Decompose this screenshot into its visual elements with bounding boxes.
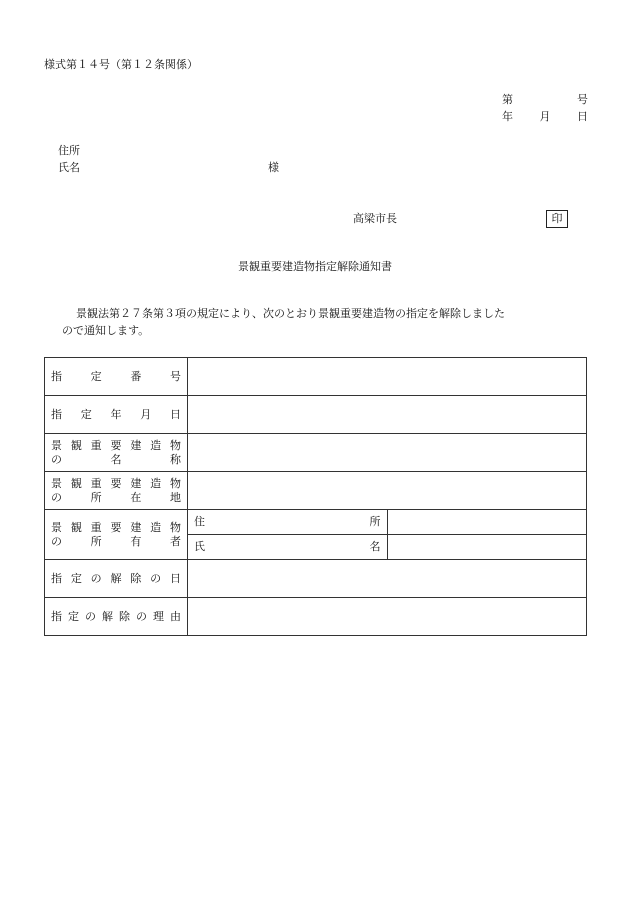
label-char: 号 (169, 369, 181, 383)
label-building-name (45, 434, 188, 472)
table-row-release-date (45, 560, 587, 598)
field-designation-number[interactable] (188, 358, 587, 396)
label-char: 定 (68, 609, 79, 623)
issuer-title: 高梁市長 (353, 212, 397, 225)
label-char: 指 (51, 571, 62, 585)
label-char: 所 (90, 490, 102, 504)
honorific: 様 (268, 161, 279, 174)
label-char: 住 (194, 515, 205, 528)
field-release-date[interactable] (188, 560, 587, 598)
label-char: 定 (70, 571, 82, 585)
label-char: 在 (130, 490, 142, 504)
label-char: の (51, 490, 62, 504)
field-building-location[interactable] (188, 472, 587, 510)
label-char: 有 (130, 534, 142, 548)
label-release-date (45, 560, 188, 598)
label-building-location (45, 472, 188, 510)
notice-table (44, 357, 587, 636)
body-text-line-1: 景観法第２７条第３項の規定により、次のとおり景観重要建造物の指定を解除しました (76, 307, 505, 320)
label-char: 日 (577, 110, 588, 123)
label-char: の (150, 571, 162, 585)
field-owner-address[interactable] (387, 510, 587, 535)
label-char: 月 (539, 110, 551, 123)
label-char: 除 (119, 609, 130, 623)
label-char: 建 (130, 476, 142, 490)
label-char: の (51, 534, 62, 548)
label-char: 建 (130, 438, 142, 452)
label-char: 定 (80, 407, 92, 421)
label-char: 観 (70, 520, 82, 534)
label-char: 日 (170, 407, 181, 421)
label-char: 造 (150, 476, 162, 490)
label-char: 所 (369, 515, 381, 528)
table-row-release-reason (45, 598, 587, 636)
label-char: 物 (169, 520, 181, 534)
label-char: 者 (169, 534, 181, 548)
label-char: 指 (51, 407, 62, 421)
label-char: 観 (70, 438, 82, 452)
label-char: 造 (150, 520, 162, 534)
label-char: 年 (502, 110, 513, 123)
seal-stamp: 印 (546, 210, 568, 228)
label-char: 理 (153, 609, 164, 623)
recipient-name-label: 氏名 (58, 161, 80, 174)
document-title: 景観重要建造物指定解除通知書 (238, 260, 392, 273)
label-char: 重 (90, 520, 102, 534)
label-char: 物 (169, 438, 181, 452)
form-number: 様式第１４号（第１２条関係） (44, 58, 198, 71)
label-char: 造 (150, 438, 162, 452)
label-char: 観 (70, 476, 82, 490)
document-date-line (502, 110, 588, 124)
label-char: 称 (170, 452, 181, 466)
field-designation-date[interactable] (188, 396, 587, 434)
label-char: 指 (51, 609, 62, 623)
label-char: 由 (170, 609, 181, 623)
label-char: 景 (51, 520, 62, 534)
label-char: の (85, 609, 96, 623)
table-row-building-location (45, 472, 587, 510)
table-row-designation-number (45, 358, 587, 396)
label-char: 定 (90, 369, 102, 383)
label-char: 名 (369, 540, 381, 553)
field-building-name[interactable] (188, 434, 587, 472)
label-char: 番 (130, 369, 142, 383)
label-char: 物 (169, 476, 181, 490)
label-char: 日 (169, 571, 181, 585)
label-char: 景 (51, 438, 62, 452)
table-row-owner-address (45, 510, 587, 535)
label-char: の (90, 571, 102, 585)
label-char: 重 (90, 476, 102, 490)
label-char: 景 (51, 476, 62, 490)
label-release-reason (45, 598, 188, 636)
label-char: 建 (130, 520, 142, 534)
label-char: 除 (130, 571, 142, 585)
label-owner-name (188, 535, 388, 560)
table-row-building-name (45, 434, 587, 472)
label-char: 要 (110, 520, 122, 534)
label-designation-date (45, 396, 188, 434)
body-text-line-2: ので通知します。 (62, 324, 150, 337)
label-char: 地 (169, 490, 181, 504)
label-owner-address (188, 510, 388, 535)
recipient-address-label: 住所 (58, 144, 80, 157)
label-char: 名 (110, 452, 122, 466)
label-char: 所 (90, 534, 102, 548)
label-char: 号 (577, 93, 588, 106)
label-char: 年 (110, 407, 122, 421)
label-char: 重 (90, 438, 102, 452)
label-char: 月 (140, 407, 152, 421)
label-char: 氏 (194, 540, 205, 553)
label-designation-number (45, 358, 188, 396)
label-char: 第 (502, 93, 513, 106)
label-char: の (51, 452, 62, 466)
label-building-owner (45, 510, 188, 560)
label-char: 要 (110, 438, 122, 452)
table-row-designation-date (45, 396, 587, 434)
label-char: 要 (110, 476, 122, 490)
label-char: 解 (102, 609, 113, 623)
label-char: の (136, 609, 147, 623)
field-release-reason[interactable] (188, 598, 587, 636)
field-owner-name[interactable] (387, 535, 587, 560)
label-char: 解 (110, 571, 122, 585)
label-char: 指 (51, 369, 62, 383)
document-number-line (502, 93, 588, 107)
